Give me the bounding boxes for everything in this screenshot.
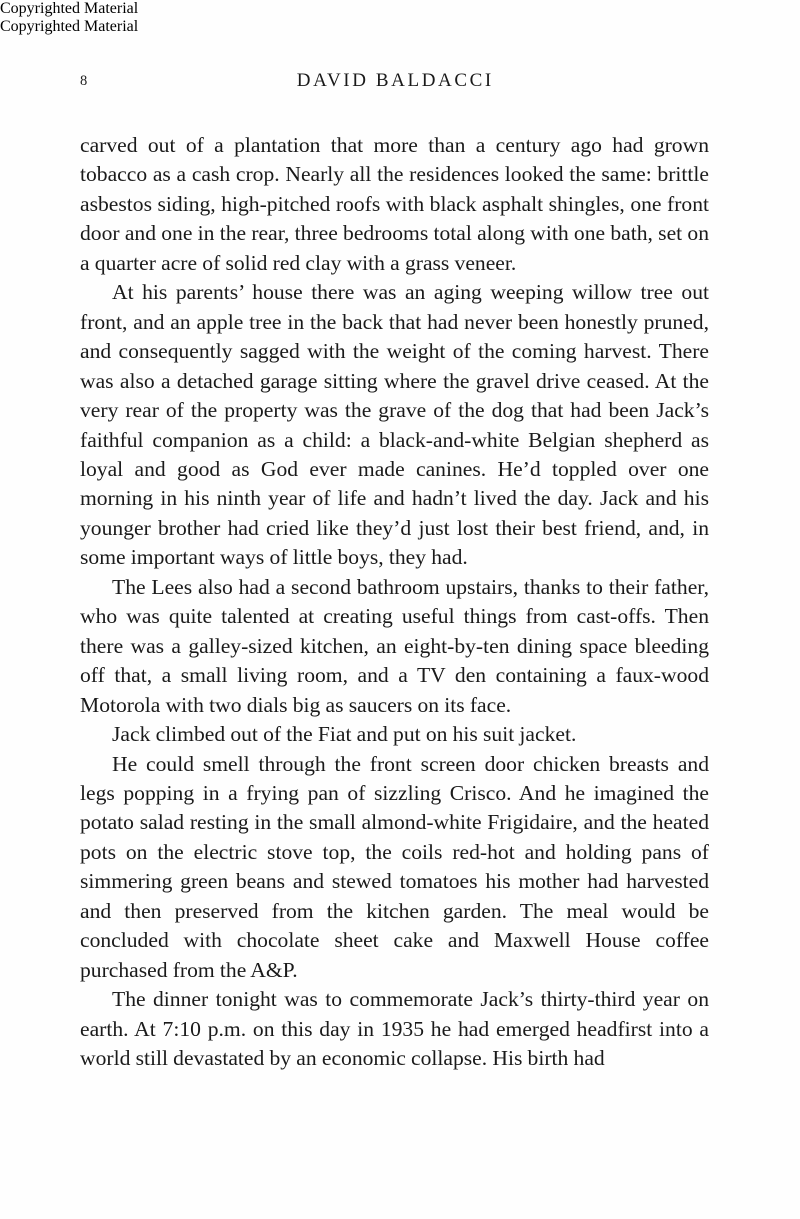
body-paragraph: The dinner tonight was to commemorate Jack’s thirty-third year on earth. At 7:10 p.m. on this day in 1935 he had emerged headfirst into a world still devastated by an economic collapse. His birth had [80,987,709,1071]
body-text-block [80,131,709,1074]
body-paragraph: The Lees also had a second bathroom upstairs, thanks to their father, who was quite talented at creating useful things from cast-offs. Then there was a galley-sized kitchen, an eight-by-ten dining space bleeding off that, a small living room, and a TV den containing a faux-wood Motorola with two dials big as saucers on its face. [80,574,709,717]
copyright-watermark-top: Copyrighted Material [0,0,139,17]
body-paragraph: Jack climbed out of the Fiat and put on his suit jacket. [112,722,577,747]
body-paragraph: He could smell through the front screen door chicken breasts and legs popping in a frying pan of sizzling Crisco. And he imagined the potato salad resting in the small almond-white Frigidaire, and the heated pots on the electric stove top, the coils red-hot and holding pans of simmering green beans and stewed tomatoes his mother had harvested and then preserved from the kitchen garden. The meal would be concluded with chocolate sheet cake and Maxwell House coffee purchased from the A&P. [80,751,709,982]
page-number: 8 [80,73,88,89]
running-head-author: DAVID BALDACCI [296,70,494,91]
body-paragraph: carved out of a plantation that more than a century ago had grown tobacco as a cash crop. Nearly all the residences looked the same: brittle asbestos siding, high-pitched roofs with black asphalt shingles, one front door and one in the rear, three bedrooms total along with one bath, set on a quarter acre of solid red clay with a grass veneer. [80,133,709,275]
body-paragraph: At his parents’ house there was an aging weeping willow tree out front, and an apple tree in the back that had never been honestly pruned, and consequently sagged with the weight of the coming harvest. There was also a detached garage sitting where the gravel drive ceased. At the very rear of the property was the grave of the dog that had been Jack’s faithful companion as a child: a black-and-white Belgian shepherd as loyal and good as God ever made canines. He’d toppled over one morning in his ninth year of life and hadn’t lived the day. Jack and his younger brother had cried like they’d just lost their best friend, and, in some important ways of little boys, they had. [80,280,709,570]
running-head [80,70,708,96]
copyright-watermark-bottom: Copyrighted Material [0,18,139,35]
